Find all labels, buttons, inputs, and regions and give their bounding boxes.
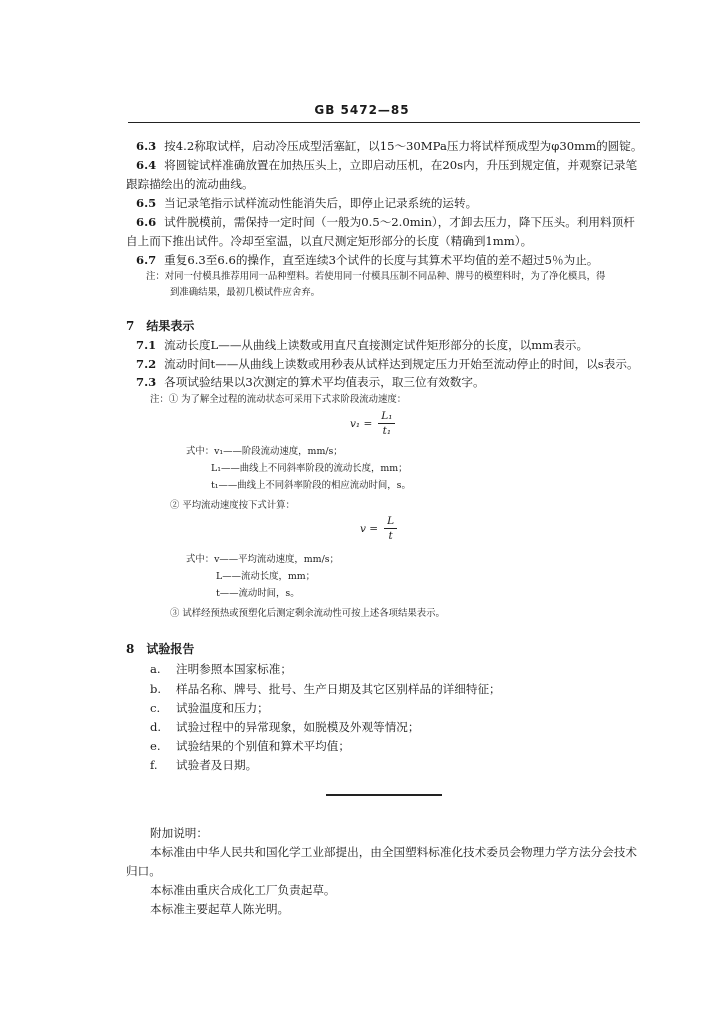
- formula-numerator: L: [384, 515, 397, 529]
- clause-text: 当记录笔指示试样流动性能消失后，即停止记录系统的运转。: [164, 196, 478, 210]
- item-text: 样品名称、牌号、批号、生产日期及其它区别样品的详细特征；: [176, 682, 501, 696]
- note-3: ③ 试样经预热或预塑化后测定剩余流动性可按上述各项结果表示。: [170, 608, 445, 619]
- clause-6-7: [136, 253, 598, 267]
- item-label: c.: [150, 701, 161, 715]
- clause-6-6-cont: [126, 234, 532, 248]
- item-label: e.: [150, 739, 161, 753]
- clause-text: 流动长度L——从曲线上读数或用直尺直接测定试件矩形部分的长度，以mm表示。: [164, 338, 589, 352]
- section8-heading: 8 试验报告: [126, 642, 195, 656]
- clause-6-3: [136, 139, 642, 153]
- where1-line2: L₁——曲线上不同斜率阶段的流动长度，mm；: [211, 463, 408, 474]
- where2-line2: L——流动长度，mm；: [216, 571, 316, 582]
- clause-text: 跟踪描绘出的流动曲线。: [126, 177, 254, 191]
- formula-lhs: v₁ =: [350, 417, 373, 430]
- section6-note-line1: 注：对同一付模具推荐用同一品种塑料。若使用同一付模具压制不同品种、牌号的模塑料时，为了净化模具，得: [146, 271, 606, 282]
- clause-text: 按4.2称取试样，启动冷压成型活塞缸，以15～30MPa压力将试样预成型为φ30mm的圆锭。: [164, 139, 643, 153]
- clause-7-1: [136, 338, 588, 352]
- item-text: 试验过程中的异常现象，如脱模及外观等情况；: [176, 720, 420, 734]
- report-item-f: [150, 758, 257, 772]
- where2-line1: 式中：v——平均流动速度，mm/s；: [186, 554, 339, 565]
- clause-7-3: [136, 375, 485, 389]
- report-item-e: [150, 739, 350, 753]
- clause-text: 重复6.3至6.6的操作，直至连续3个试件的长度与其算术平均值的差不超过5％为止。: [164, 253, 599, 267]
- item-text: 试验温度和压力；: [176, 701, 269, 715]
- note-1: 注：① 为了解全过程的流动状态可采用下式求阶段流动速度：: [150, 394, 407, 405]
- item-text: 注明参照本国家标准；: [176, 662, 292, 676]
- appendix-line3: 本标准由重庆合成化工厂负责起草。: [150, 883, 336, 897]
- clause-6-4-cont: [126, 177, 254, 191]
- clause-number: 6.4: [136, 158, 157, 172]
- item-label: f.: [150, 758, 158, 772]
- section6-note-line2: 到准确结果，最初几模试件应舍弃。: [170, 287, 321, 298]
- clause-6-4: [136, 158, 637, 172]
- where1-line1: 式中：v₁——阶段流动速度，mm/s；: [186, 446, 343, 457]
- page-header: GB 5472—85: [314, 103, 410, 117]
- clause-text: 自上而下推出试件。冷却至室温，以直尺测定矩形部分的长度（精确到1mm）。: [126, 234, 533, 248]
- appendix-line4: 本标准主要起草人陈光明。: [150, 902, 290, 916]
- where2-line3: t——流动时间，s。: [216, 588, 300, 599]
- clause-number: 6.5: [136, 196, 157, 210]
- clause-text: 流动时间t——从曲线上读数或用秒表从试样达到规定压力开始至流动停止的时间，以s表示。: [164, 357, 639, 371]
- appendix-heading: 附加说明：: [150, 826, 208, 840]
- clause-number: 7.1: [136, 338, 157, 352]
- end-rule: [326, 794, 442, 796]
- item-label: b.: [150, 682, 162, 696]
- clause-6-5: [136, 196, 477, 210]
- formula-stage-velocity: [350, 410, 395, 437]
- item-label: a.: [150, 662, 161, 676]
- formula-numerator: L₁: [378, 410, 395, 424]
- clause-text: 各项试验结果以3次测定的算术平均值表示，取三位有效数字。: [164, 375, 485, 389]
- clause-number: 6.6: [136, 215, 157, 229]
- formula-average-velocity: [360, 515, 397, 542]
- formula-denominator: t₁: [382, 425, 392, 437]
- formula-fraction: [378, 410, 395, 437]
- where1-line3: t₁——曲线上不同斜率阶段的相应流动时间，s。: [211, 480, 411, 491]
- clause-number: 7.3: [136, 375, 157, 389]
- note-2: ② 平均流动速度按下式计算：: [170, 500, 295, 511]
- formula-denominator: t: [388, 530, 393, 542]
- clause-text: 试件脱模前，需保持一定时间（一般为0.5～2.0min），才卸去压力，降下压头。利用料顶杆: [164, 215, 635, 229]
- item-text: 试验结果的个别值和算术平均值；: [176, 739, 350, 753]
- header-rule: [128, 122, 640, 123]
- report-item-c: [150, 701, 269, 715]
- report-item-b: [150, 682, 501, 696]
- clause-text: 将圆锭试样准确放置在加热压头上，立即启动压机，在20s内，升压到规定值，并观察记录笔: [164, 158, 638, 172]
- report-item-a: [150, 662, 292, 676]
- item-text: 试验者及日期。: [176, 758, 258, 772]
- report-item-d: [150, 720, 419, 734]
- appendix-line2: 归口。: [126, 864, 161, 878]
- clause-number: 7.2: [136, 357, 157, 371]
- formula-fraction: [384, 515, 397, 542]
- clause-number: 6.7: [136, 253, 157, 267]
- appendix-line1: 本标准由中华人民共和国化学工业部提出，由全国塑料标准化技术委员会物理力学方法分会技术: [150, 845, 637, 859]
- clause-6-6: [136, 215, 635, 229]
- clause-7-2: [136, 357, 639, 371]
- section7-heading: 7 结果表示: [126, 319, 195, 333]
- formula-lhs: v =: [360, 522, 379, 535]
- item-label: d.: [150, 720, 162, 734]
- clause-number: 6.3: [136, 139, 157, 153]
